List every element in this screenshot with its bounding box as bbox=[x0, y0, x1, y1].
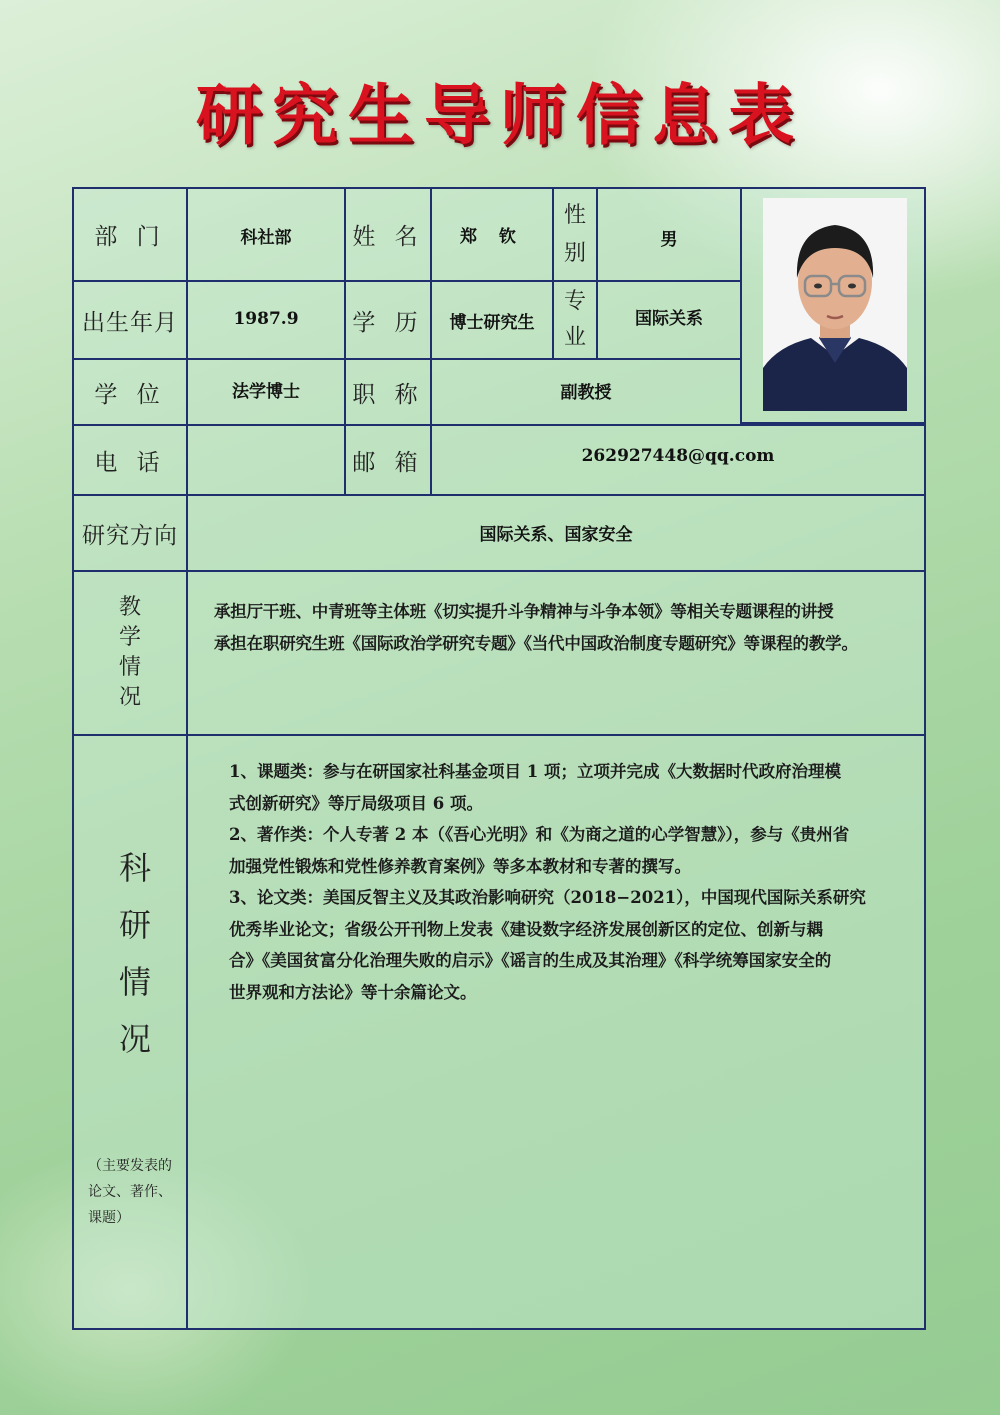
teaching-line-2: 承担在职研究生班《国际政治学研究专题》《当代中国政治制度专题研究》等课程的教学。 bbox=[214, 633, 858, 653]
email-value-cell bbox=[430, 424, 926, 496]
research-line-1: 1、课题类：参与在研国家社科基金项目 1 项；立项并完成《大数据时代政府治理模 bbox=[229, 762, 841, 781]
research-line-2: 式创新研究》等厅局级项目 6 项。 bbox=[229, 793, 483, 813]
research-direction-label: 研究方向 bbox=[82, 522, 178, 549]
title-rank-label: 职 称 bbox=[352, 381, 424, 408]
teaching-label-cell bbox=[72, 570, 188, 736]
phone-label-cell bbox=[72, 424, 188, 496]
research-line-4: 加强党性锻炼和党性修养教育案例》等多本教材和专著的撰写。 bbox=[229, 856, 691, 876]
name-label-cell bbox=[344, 187, 432, 282]
birth-label-cell bbox=[72, 280, 188, 360]
phone-label: 电 话 bbox=[94, 449, 166, 476]
name-value-cell bbox=[430, 187, 554, 282]
degree-value: 法学博士 bbox=[232, 382, 300, 402]
phone-value-cell bbox=[186, 424, 346, 496]
education-label-cell bbox=[344, 280, 432, 360]
research-note: （主要发表的论文、著作、课题） bbox=[88, 1158, 172, 1226]
portrait-image bbox=[763, 198, 907, 411]
birth-value-cell bbox=[186, 280, 346, 360]
name-value: 郑 钦 bbox=[460, 227, 524, 247]
department-value: 科社部 bbox=[240, 228, 292, 248]
research-direction-value: 国际关系、国家安全 bbox=[479, 525, 633, 545]
teaching-label: 教学情况 bbox=[118, 595, 141, 710]
gender-value-cell bbox=[596, 187, 742, 282]
title-rank-value: 副教授 bbox=[560, 383, 612, 403]
research-line-3: 2、著作类：个人专著 2 本（《吾心光明》和《为商之道的心学智慧》），参与《贵州省 bbox=[229, 825, 850, 844]
education-label: 学 历 bbox=[352, 309, 424, 336]
email-label-cell bbox=[344, 424, 432, 496]
teaching-line-1: 承担厅干班、中青班等主体班《切实提升斗争精神与斗争本领》等相关专题课程的讲授 bbox=[214, 602, 834, 621]
birth-value: 1987.9 bbox=[233, 309, 299, 329]
title-rank-value-cell bbox=[430, 358, 742, 426]
research-line-6: 优秀毕业论文；省级公开刊物上发表《建设数字经济发展创新区的定位、创新与耦 bbox=[229, 919, 823, 939]
gender-label: 性别 bbox=[563, 202, 586, 266]
research-text bbox=[229, 756, 899, 1008]
email-value: 262927448@qq.com bbox=[581, 446, 775, 466]
page-title: 研究生导师信息表 bbox=[196, 77, 804, 154]
title-rank-label-cell bbox=[344, 358, 432, 426]
research-line-7: 合》《美国贫富分化治理失败的启示》《谣言的生成及其治理》《科学统筹国家安全的 bbox=[229, 951, 832, 970]
major-value-cell bbox=[596, 280, 742, 360]
degree-label: 学 位 bbox=[94, 381, 166, 408]
degree-label-cell bbox=[72, 358, 188, 426]
department-label-cell bbox=[72, 187, 188, 282]
gender-value: 男 bbox=[660, 230, 678, 250]
education-value: 博士研究生 bbox=[449, 312, 535, 333]
birth-label: 出生年月 bbox=[82, 309, 178, 336]
gender-label-cell bbox=[552, 187, 598, 282]
research-label: 科研情况 bbox=[119, 849, 152, 1058]
research-direction-label-cell bbox=[72, 494, 188, 572]
department-label: 部 门 bbox=[94, 224, 166, 250]
education-value-cell bbox=[430, 280, 554, 360]
teaching-text bbox=[214, 596, 914, 659]
major-label: 专业 bbox=[563, 289, 586, 350]
research-direction-value-cell bbox=[186, 494, 926, 572]
degree-value-cell bbox=[186, 358, 346, 426]
email-label: 邮 箱 bbox=[352, 449, 424, 476]
major-value: 国际关系 bbox=[635, 309, 703, 329]
research-line-8: 世界观和方法论》等十余篇论文。 bbox=[229, 982, 477, 1002]
research-line-5: 3、论文类：美国反智主义及其政治影响研究（2018−2021），中国现代国际关系研究 bbox=[229, 888, 866, 907]
major-label-cell bbox=[552, 280, 598, 360]
portrait-photo bbox=[763, 198, 907, 411]
name-label: 姓 名 bbox=[352, 224, 424, 250]
department-value-cell bbox=[186, 187, 346, 282]
